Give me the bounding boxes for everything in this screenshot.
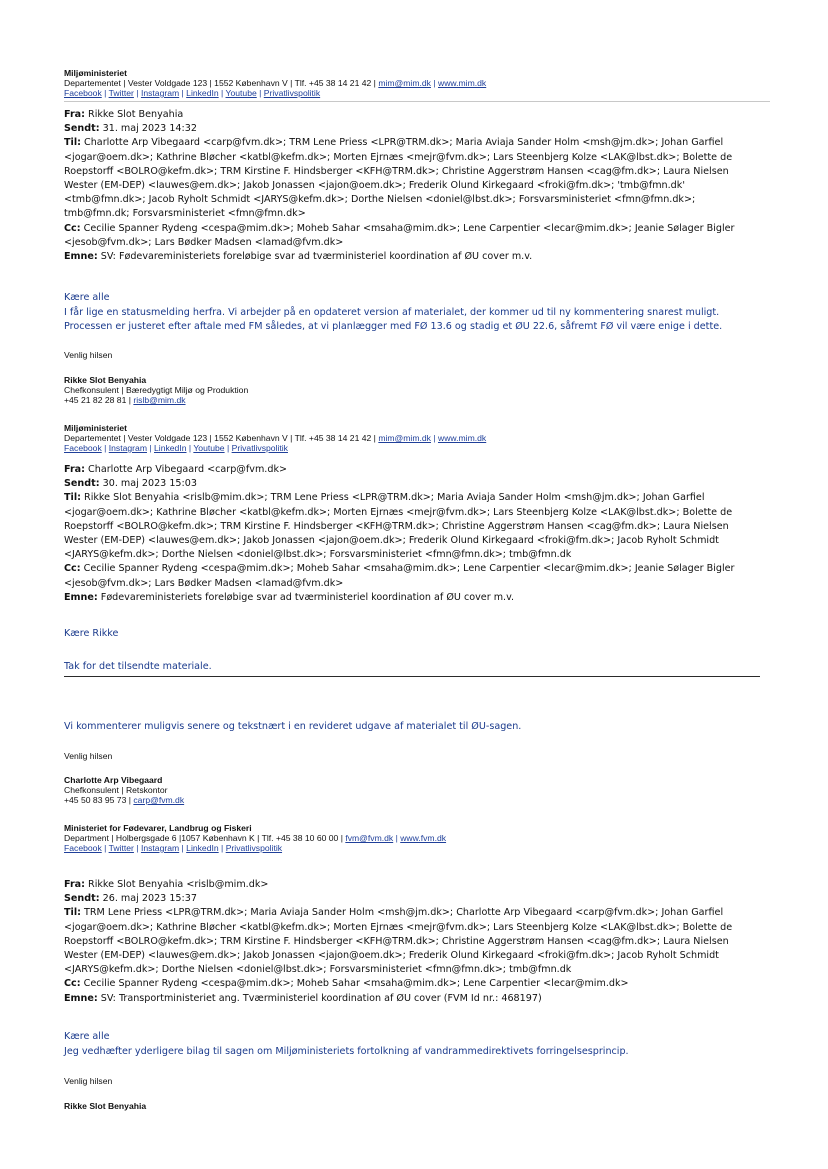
org-signature-middle [64, 423, 486, 453]
signature-name: Rikke Slot Benyahia [64, 1101, 147, 1111]
to-label: Til: [64, 137, 81, 149]
cc-value: <jesob@fvm.dk>; Lars Bødker Madsen <lamad@fvm.dk> [64, 577, 344, 589]
subject-line [64, 250, 764, 264]
to-value: TRM Lene Priess <LPR@TRM.dk>; Maria Aviaja Sander Holm <msh@jm.dk>; Charlotte Arp Vibegaard <carp@fvm.dk>; Johan Garfiel [84, 907, 724, 919]
org-email-link[interactable]: fvm@fvm.dk [345, 833, 394, 843]
social-links: Facebook | Twitter | Instagram | LinkedIn | Privatlivspolitik [64, 843, 283, 853]
org-address-text: Department | Holbergsgade 6 |1057 København K | Tlf. +45 38 10 60 00 | [64, 833, 346, 843]
to-label: Til: [64, 907, 81, 919]
from-line [64, 878, 764, 892]
org-name: Ministeriet for Fødevarer, Landbrug og Fiskeri [64, 823, 252, 833]
org-web-link[interactable]: www.mim.dk [437, 433, 487, 443]
signature-contact [64, 795, 184, 805]
cc-value: Cecilie Spanner Rydeng <cespa@mim.dk>; Moheb Sahar <msaha@mim.dk>; Lene Carpentier <lecar@mim.dk>; Jeanie Sølager Bigler [83, 222, 735, 234]
to-value: Roepstorff <BOLRO@kefm.dk>; TRM Kirstine F. Hindsberger <KFH@TRM.dk>; Christine Aggerstrøm Hansen <cag@fm.dk>; Laura Nielsen [64, 520, 729, 532]
to-line [64, 136, 764, 150]
subject-value: SV: Fødevareministeriets foreløbige svar ad tværministeriel koordination af ØU cover m.v. [100, 251, 533, 263]
message-header-2 [64, 463, 764, 605]
org-address: Departementet | Vester Voldgade 123 | 1552 København V | Tlf. +45 38 14 21 42 | mim@mim.dk | www.mim.dk [64, 433, 487, 443]
to-value: Wester (EM-DEP) <lauwes@em.dk>; Jakob Jonassen <jajon@oem.dk>; Frederik Olund Kirkegaard <froki@fm.dk>; 'tmb@fmn.dk' [64, 180, 685, 192]
social-links: Facebook | Instagram | LinkedIn | Youtube | Privatlivspolitik [64, 443, 288, 453]
org-signature-top [64, 68, 486, 98]
to-value: Wester (EM-DEP) <lauwes@em.dk>; Jakob Jonassen <jajon@oem.dk>; Frederik Olund Kirkegaard <froki@fm.dk>; Jacob Ryholt Schmidt [64, 535, 719, 547]
greeting: Kære alle [64, 1031, 110, 1042]
signature-email-link[interactable]: rislb@mim.dk [133, 395, 186, 405]
to-value: Rikke Slot Benyahia <rislb@mim.dk>; TRM Lene Priess <LPR@TRM.dk>; Maria Aviaja Sander Holm <msh@jm.dk>; Johan Garfiel [84, 492, 705, 504]
cc-value: Cecilie Spanner Rydeng <cespa@mim.dk>; Moheb Sahar <msaha@mim.dk>; Lene Carpentier <lecar@mim.dk>; Jeanie Sølager Bigler [83, 563, 735, 575]
youtube-link[interactable]: Youtube [193, 443, 225, 453]
to-value: <tmb@fmn.dk>; Jacob Ryholt Schmidt <JARYS@kefm.dk>; Dorthe Nielsen <doniel@lbst.dk>; Forsvarsministeriet <fmn@fmn.dk>; [64, 194, 696, 206]
signature-phone: +45 50 83 95 73 | [64, 795, 134, 805]
org-web-link[interactable]: www.fvm.dk [400, 833, 447, 843]
signature-email-link[interactable]: carp@fvm.dk [133, 795, 185, 805]
signature-title: Chefkonsulent | Bæredygtigt Miljø og Produktion [64, 385, 249, 395]
facebook-link[interactable]: Facebook [64, 443, 102, 453]
instagram-link[interactable]: Instagram [140, 88, 180, 98]
from-value: Charlotte Arp Vibegaard <carp@fvm.dk> [88, 464, 288, 475]
org-web-link[interactable]: www.mim.dk [437, 78, 487, 88]
from-value: Rikke Slot Benyahia <rislb@mim.dk> [88, 879, 269, 890]
to-value: Roepstorff <BOLRO@kefm.dk>; TRM Kirstine F. Hindsberger <KFH@TRM.dk>; Christine Aggerstrøm Hansen <cag@fm.dk>; Laura Nielsen [64, 165, 729, 177]
to-value: Roepstorff <BOLRO@kefm.dk>; TRM Kirstine F. Hindsberger <KFH@TRM.dk>; Christine Aggerstrøm Hansen <cag@fm.dk>; Laura Nielsen [64, 935, 729, 947]
to-value: Wester (EM-DEP) <lauwes@em.dk>; Jakob Jonassen <jajon@oem.dk>; Frederik Olund Kirkegaard <froki@fm.dk>; Jacob Ryholt Schmidt [64, 950, 719, 962]
youtube-link[interactable]: Youtube [225, 88, 257, 98]
personal-signature-2 [64, 775, 184, 805]
twitter-link[interactable]: Twitter [108, 843, 134, 853]
org-name: Miljøministeriet [64, 68, 128, 78]
linkedin-link[interactable]: LinkedIn [154, 443, 187, 453]
from-line [64, 463, 764, 477]
signature-contact [64, 395, 248, 405]
thanks-line: Tak for det tilsendte materiale. [64, 661, 212, 672]
sent-label: Sendt: [64, 478, 100, 490]
sent-line [64, 477, 764, 491]
cc-line [64, 977, 764, 991]
subject-value: Fødevareministeriets foreløbige svar ad tværministeriel koordination af ØU cover m.v. [100, 591, 515, 603]
closing-2: Venlig hilsen [64, 751, 113, 761]
cc-label: Cc: [64, 978, 81, 990]
message-body-1 [64, 291, 764, 335]
signature-name: Charlotte Arp Vibegaard [64, 775, 163, 785]
org-address: Departementet | Vester Voldgade 123 | 1552 København V | Tlf. +45 38 14 21 42 | mim@mim.dk | www.mim.dk [64, 78, 487, 88]
subject-label: Emne: [64, 992, 98, 1004]
message-header-3 [64, 878, 764, 1006]
cc-label: Cc: [64, 222, 81, 234]
divider [64, 676, 760, 677]
sent-value: 26. maj 2023 15:37 [102, 893, 197, 905]
signature-phone: +45 21 82 28 81 | [64, 395, 134, 405]
message-header-1 [64, 108, 764, 264]
subject-value: SV: Transportministeriet ang. Tværministeriel koordination af ØU cover (FVM Id nr.: 468197) [100, 992, 542, 1004]
divider [64, 101, 770, 102]
to-line [64, 491, 764, 505]
subject-line [64, 591, 764, 605]
org-signature-fvm [64, 823, 446, 853]
privacy-link[interactable]: Privatlivspolitik [231, 443, 288, 453]
linkedin-link[interactable]: LinkedIn [186, 843, 219, 853]
sent-value: 31. maj 2023 14:32 [102, 123, 197, 135]
greeting-2: Kære Rikke [64, 628, 119, 639]
personal-signature-1 [64, 375, 248, 405]
greeting: Kære alle [64, 292, 110, 303]
sent-line [64, 122, 764, 136]
cc-line [64, 222, 764, 236]
from-line [64, 108, 764, 122]
to-value: <jogar@oem.dk>; Kathrine Bløcher <katbl@kefm.dk>; Morten Ejrnæs <mejr@fvm.dk>; Lars Steenbjerg Kolze <LAK@lbst.dk>; Bolette de [64, 506, 733, 518]
from-value: Rikke Slot Benyahia [88, 109, 184, 120]
instagram-link[interactable]: Instagram [140, 843, 180, 853]
to-value: tmb@fmn.dk; Forsvarsministeriet <fmn@fmn.dk> [64, 208, 306, 220]
instagram-link[interactable]: Instagram [108, 443, 147, 453]
sent-value: 30. maj 2023 15:03 [102, 478, 197, 490]
subject-label: Emne: [64, 591, 98, 603]
sent-line [64, 892, 764, 906]
facebook-link[interactable]: Facebook [64, 843, 102, 853]
sent-label: Sendt: [64, 893, 100, 905]
to-value: <JARYS@kefm.dk>; Dorthe Nielsen <doniel@lbst.dk>; Forsvarsministeriet <fmn@fmn.dk>; tmb@fmn.dk [64, 964, 572, 976]
org-address-text: Departementet | Vester Voldgade 123 | 1552 København V | Tlf. +45 38 14 21 42 | [64, 433, 379, 443]
personal-signature-3 [64, 1101, 146, 1111]
social-links: Facebook | Twitter | Instagram | LinkedIn | Youtube | Privatlivspolitik [64, 88, 321, 98]
to-value: <jogar@oem.dk>; Kathrine Bløcher <katbl@kefm.dk>; Morten Ejrnæs <mejr@fvm.dk>; Lars Steenbjerg Kolze <LAK@lbst.dk>; Bolette de [64, 921, 733, 933]
body-line: Processen er justeret efter aftale med FM således, at vi planlægger med FØ 13.6 og stadig et ØU 22.6, såfremt FØ vil være enige i dette. [64, 321, 723, 333]
body-line: I får lige en statusmelding herfra. Vi arbejder på en opdateret version af materialet, der kommer ud til ny kommentering snarest muligt. [64, 306, 720, 318]
cc-label: Cc: [64, 563, 81, 575]
org-address-text: Departementet | Vester Voldgade 123 | 1552 København V | Tlf. +45 38 14 21 42 | [64, 78, 379, 88]
subject-line [64, 992, 764, 1006]
subject-label: Emne: [64, 251, 98, 263]
from-label: Fra: [64, 109, 85, 120]
org-email-link[interactable]: mim@mim.dk [378, 433, 431, 443]
org-email-link[interactable]: mim@mim.dk [378, 78, 431, 88]
from-label: Fra: [64, 879, 85, 890]
org-name: Miljøministeriet [64, 423, 128, 433]
to-line [64, 906, 764, 920]
cc-value: <jesob@fvm.dk>; Lars Bødker Madsen <lamad@fvm.dk> [64, 236, 344, 248]
signature-name: Rikke Slot Benyahia [64, 375, 147, 385]
to-value: <JARYS@kefm.dk>; Dorthe Nielsen <doniel@lbst.dk>; Forsvarsministeriet <fmn@fmn.dk>; tmb@fmn.dk [64, 549, 572, 561]
to-label: Til: [64, 492, 81, 504]
privacy-link[interactable]: Privatlivspolitik [225, 843, 283, 853]
cc-line [64, 562, 764, 576]
closing-3: Venlig hilsen [64, 1076, 113, 1086]
linkedin-link[interactable]: LinkedIn [186, 88, 219, 98]
to-value: Charlotte Arp Vibegaard <carp@fvm.dk>; TRM Lene Priess <LPR@TRM.dk>; Maria Aviaja Sander Holm <msh@jm.dk>; Johan Garfiel [84, 137, 724, 149]
to-value: <jogar@oem.dk>; Kathrine Bløcher <katbl@kefm.dk>; Morten Ejrnæs <mejr@fvm.dk>; Lars Steenbjerg Kolze <LAK@lbst.dk>; Bolette de [64, 151, 733, 163]
sent-label: Sendt: [64, 123, 100, 135]
comment-line: Vi kommenterer muligvis senere og tekstnært i en revideret udgave af materialet til ØU-sagen. [64, 721, 522, 732]
message-body-3 [64, 1030, 764, 1059]
org-address: Department | Holbergsgade 6 |1057 København K | Tlf. +45 38 10 60 00 | fvm@fvm.dk | www.fvm.dk [64, 833, 447, 843]
body-line: Jeg vedhæfter yderligere bilag til sagen om Miljøministeriets fortolkning af vandrammedirektivets forringelsesprincip. [64, 1045, 629, 1057]
closing-1: Venlig hilsen [64, 350, 113, 360]
from-label: Fra: [64, 464, 85, 475]
facebook-link[interactable]: Facebook [64, 88, 102, 98]
cc-value: Cecilie Spanner Rydeng <cespa@mim.dk>; Moheb Sahar <msaha@mim.dk>; Lene Carpentier <lecar@mim.dk> [83, 978, 629, 990]
signature-title: Chefkonsulent | Retskontor [64, 785, 168, 795]
privacy-link[interactable]: Privatlivspolitik [263, 88, 321, 98]
twitter-link[interactable]: Twitter [108, 88, 134, 98]
